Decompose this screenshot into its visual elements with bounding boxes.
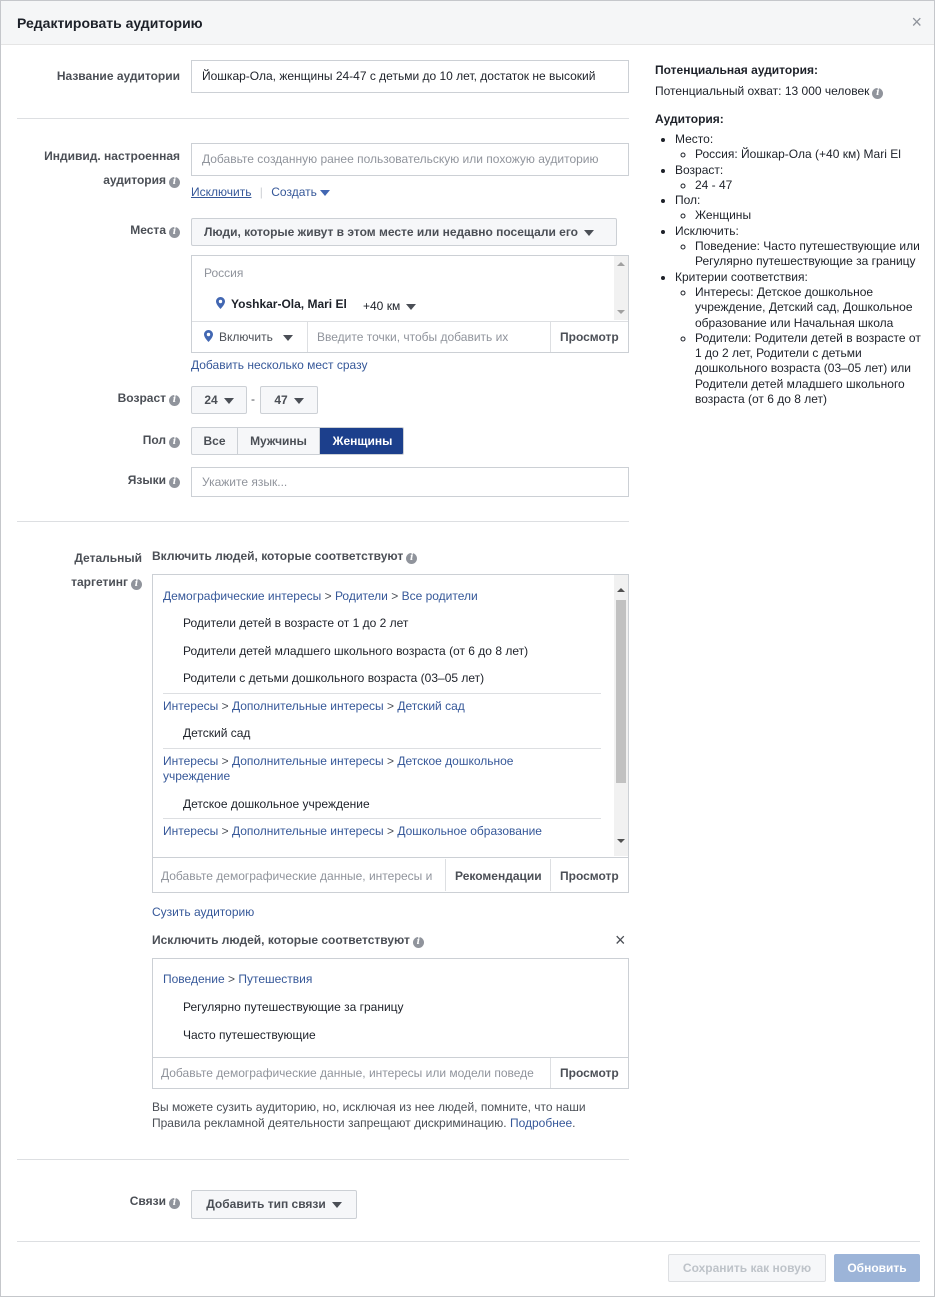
age-dash: -	[251, 392, 255, 406]
crumb-link[interactable]: Поведение	[163, 972, 225, 986]
languages-label-text: Языки	[127, 473, 166, 487]
info-icon[interactable]: i	[169, 227, 180, 238]
exclude-heading	[152, 933, 424, 948]
crumb-link[interactable]: Интересы	[163, 754, 219, 768]
summary-exclude-value: ◦ Поведение: Часто путешествующие или Регулярно путешествующие за границу	[695, 239, 925, 270]
summary-age-title: Возраст:	[675, 162, 724, 177]
places-search-input[interactable]: Введите точки, чтобы добавить их	[317, 330, 509, 344]
places-type-dropdown[interactable]	[191, 218, 617, 246]
info-icon[interactable]: i	[406, 553, 417, 564]
gender-label-text: Пол	[142, 433, 166, 447]
scroll-down-icon[interactable]	[617, 839, 625, 843]
places-label	[17, 219, 180, 241]
note-line1: Вы можете сузить аудиторию, но, исключая из нее людей, помните, что наши	[152, 1100, 586, 1114]
info-icon[interactable]: i	[169, 1198, 180, 1209]
summary-gender-title: Пол:	[675, 193, 701, 208]
custom-audience-label-line1: Индивид. настроенная	[44, 149, 180, 163]
age-label	[17, 387, 180, 409]
summary-exclude-title: Исключить:	[675, 223, 739, 238]
scroll-up-icon[interactable]	[617, 588, 625, 592]
selected-location	[216, 297, 347, 311]
note-line2: Правила рекламной деятельности запрещают дискриминацию.	[152, 1116, 507, 1130]
crumb-link[interactable]: Путешествия	[238, 972, 313, 986]
divider	[153, 1057, 628, 1058]
targeting-item: Родители детей в возрасте от 1 до 2 лет	[183, 616, 409, 630]
exclude-targeting-box	[152, 958, 629, 1089]
info-icon[interactable]: i	[413, 937, 424, 948]
detailed-label-line1: Детальный	[74, 551, 142, 565]
age-label-text: Возраст	[117, 391, 166, 405]
summary-place-value: ◦ Россия: Йошкар-Ола (+40 км) Mari El	[695, 147, 925, 162]
summary-gender-value: ◦ Женщины	[695, 208, 925, 223]
audience-name-label: Название аудитории	[56, 69, 180, 83]
gender-label	[17, 429, 180, 451]
chevron-down-icon	[294, 398, 304, 404]
gender-selector	[191, 427, 404, 455]
gender-option-all[interactable]: Все	[192, 428, 238, 455]
targeting-scrollbar[interactable]	[614, 575, 628, 856]
divider	[163, 748, 601, 749]
crumb-link[interactable]: Дошкольное образование	[397, 824, 542, 838]
crumb-link[interactable]: Родители	[334, 589, 388, 603]
summary-criteria-title: Критерии соответствия:	[675, 269, 808, 284]
save-as-new-button[interactable]: Сохранить как новую	[668, 1254, 826, 1282]
info-icon[interactable]: i	[169, 477, 180, 488]
custom-audience-label-line2: аудитория	[103, 173, 166, 187]
include-targeting-box	[152, 574, 629, 893]
scroll-up-icon[interactable]	[617, 262, 625, 266]
age-min-value: 24	[204, 393, 218, 407]
potential-reach	[655, 84, 883, 99]
crumb-link[interactable]: учреждение	[163, 769, 231, 783]
create-link-label: Создать	[271, 185, 317, 199]
detailed-label-line2: таргетинг	[71, 575, 128, 589]
exclude-link[interactable]: Исключить	[191, 185, 252, 199]
targeting-browse-button[interactable]: Просмотр	[560, 869, 619, 883]
scroll-down-icon[interactable]	[617, 310, 625, 314]
targeting-item: Детский сад	[183, 726, 251, 740]
places-type-label: Люди, которые живут в этом месте или недавно посещали его	[204, 225, 579, 239]
summary-age-value: ◦ 24 - 47	[695, 178, 925, 193]
divider	[163, 693, 601, 694]
crumb-link[interactable]: Демографические интересы	[163, 589, 322, 603]
radius-dropdown[interactable]	[363, 299, 416, 313]
crumb-link[interactable]: Дополнительные интересы	[231, 824, 384, 838]
divider	[17, 1159, 629, 1160]
dialog-header	[1, 1, 934, 45]
add-connection-type-button[interactable]	[191, 1190, 357, 1219]
summary-heading: Потенциальная аудитория:	[655, 63, 818, 77]
separator	[550, 322, 551, 352]
crumb-link[interactable]: Интересы	[163, 824, 219, 838]
chevron-down-icon	[320, 190, 330, 196]
places-scrollbar[interactable]	[614, 256, 628, 320]
close-icon[interactable]: ×	[911, 12, 922, 32]
crumb-link[interactable]: Все родители	[401, 589, 478, 603]
include-dropdown[interactable]	[204, 330, 293, 344]
summary-criteria-interests: ◦ Интересы: Детское дошкольное учреждение, Детский сад, Дошкольное образование или Начальная школа	[695, 285, 925, 331]
crumb-link[interactable]: Дополнительные интересы	[231, 699, 384, 713]
exclude-search-input[interactable]: Добавьте демографические данные, интересы или модели поведе	[161, 1066, 534, 1080]
divider	[17, 521, 629, 522]
separator	[445, 859, 446, 891]
divider	[153, 857, 629, 858]
gender-option-women[interactable]: Женщины	[320, 428, 404, 455]
country-label: Россия	[204, 266, 244, 280]
radius-value: +40 км	[363, 299, 401, 313]
exclude-heading-text: Исключить людей, которые соответствуют	[152, 933, 410, 947]
info-icon[interactable]: i	[872, 88, 883, 99]
include-label: Включить	[219, 330, 273, 344]
bulk-places-link[interactable]: Добавить несколько мест сразу	[191, 358, 368, 372]
note-end: .	[572, 1116, 576, 1130]
age-min-dropdown[interactable]	[191, 386, 247, 414]
narrow-audience-link[interactable]: Сузить аудиторию	[152, 905, 255, 919]
chevron-down-icon	[332, 1202, 342, 1208]
discrimination-note	[152, 1099, 612, 1131]
chevron-down-icon	[224, 398, 234, 404]
learn-more-link[interactable]: Подробнее	[509, 1116, 573, 1130]
include-heading-text: Включить людей, которые соответствуют	[152, 549, 404, 563]
targeting-item: Родители детей младшего школьного возраста (от 6 до 8 лет)	[183, 644, 529, 658]
chevron-down-icon	[584, 230, 594, 236]
crumb-link[interactable]: Интересы	[163, 699, 219, 713]
crumb-link[interactable]: Детское дошкольное	[397, 754, 514, 768]
dialog-title: Редактировать аудиторию	[17, 15, 203, 31]
audience-summary-heading: Аудитория:	[655, 112, 724, 126]
separator	[550, 859, 551, 891]
info-icon[interactable]: i	[131, 579, 142, 590]
separator	[550, 1058, 551, 1088]
age-max-value: 47	[274, 393, 288, 407]
info-icon[interactable]: i	[169, 177, 180, 188]
add-connection-label: Добавить тип связи	[206, 1197, 326, 1211]
separator: |	[259, 185, 263, 199]
languages-input[interactable]: Укажите язык...	[191, 467, 629, 497]
places-browse-button[interactable]: Просмотр	[560, 330, 619, 344]
age-max-dropdown[interactable]	[260, 386, 318, 414]
targeting-item: Часто путешествующие	[183, 1028, 316, 1042]
connections-label	[17, 1190, 180, 1212]
summary-criteria-parents: ◦ Родители: Родители детей в возрасте от 1 до 2 лет, Родители с детьми дошкольного возраста (03–05 лет) или Родители детей младшего школьного возраста (от 6 до 8 лет)	[695, 331, 925, 407]
audience-name-input[interactable]: Йошкар-Ола, женщины 24-47 с детьми до 10 лет, достаток не высокий	[191, 60, 629, 93]
potential-reach-text: Потенциальный охват: 13 000 человек	[655, 84, 870, 98]
info-icon[interactable]: i	[169, 395, 180, 406]
targeting-path: Поведение > Путешествия	[163, 972, 313, 986]
crumb-link[interactable]: Детский сад	[397, 699, 465, 713]
targeting-search-input[interactable]: Добавьте демографические данные, интересы и	[161, 869, 433, 883]
gender-option-men[interactable]: Мужчины	[238, 428, 320, 455]
targeting-path: Интересы > Дополнительные интересы > Детский сад	[163, 699, 465, 713]
include-heading	[152, 549, 417, 564]
divider	[163, 818, 601, 819]
suggestions-button[interactable]: Рекомендации	[455, 869, 542, 883]
targeting-item: Родители с детьми дошкольного возраста (03–05 лет)	[183, 671, 485, 685]
targeting-item: Регулярно путешествующие за границу	[183, 1000, 404, 1014]
divider	[17, 1241, 920, 1242]
targeting-path: Демографические интересы > Родители > Все родители	[163, 589, 478, 603]
update-button[interactable]: Обновить	[834, 1254, 920, 1282]
info-icon[interactable]: i	[169, 437, 180, 448]
chevron-down-icon	[406, 304, 416, 310]
detailed-targeting-label	[17, 546, 142, 594]
location-name: Yoshkar-Ola, Mari El	[231, 297, 347, 311]
divider	[17, 118, 629, 119]
separator	[307, 322, 308, 352]
audience-summary-list	[655, 132, 925, 407]
crumb-link[interactable]: Дополнительные интересы	[231, 754, 384, 768]
custom-audience-actions	[191, 185, 330, 199]
connections-label-text: Связи	[129, 1194, 166, 1208]
remove-exclusion-icon[interactable]: ×	[615, 930, 626, 950]
location-pin-icon	[216, 297, 225, 309]
chevron-down-icon	[283, 335, 293, 341]
targeting-path: Интересы > Дополнительные интересы > Детское дошкольное учреждение	[163, 754, 514, 783]
custom-audience-input[interactable]: Добавьте созданную ранее пользовательскую или похожую аудиторию	[191, 143, 629, 176]
languages-label	[17, 469, 180, 491]
divider	[192, 321, 628, 322]
summary-place-title: Место:	[675, 132, 714, 146]
custom-audience-label	[17, 144, 180, 192]
places-label-text: Места	[130, 223, 166, 237]
targeting-item: Детское дошкольное учреждение	[183, 797, 370, 811]
places-box	[191, 255, 629, 353]
create-link[interactable]	[271, 185, 330, 199]
scrollbar-thumb[interactable]	[616, 600, 626, 783]
location-pin-icon	[204, 330, 213, 342]
exclude-browse-button[interactable]: Просмотр	[560, 1066, 619, 1080]
targeting-path: Интересы > Дополнительные интересы > Дошкольное образование	[163, 824, 542, 838]
